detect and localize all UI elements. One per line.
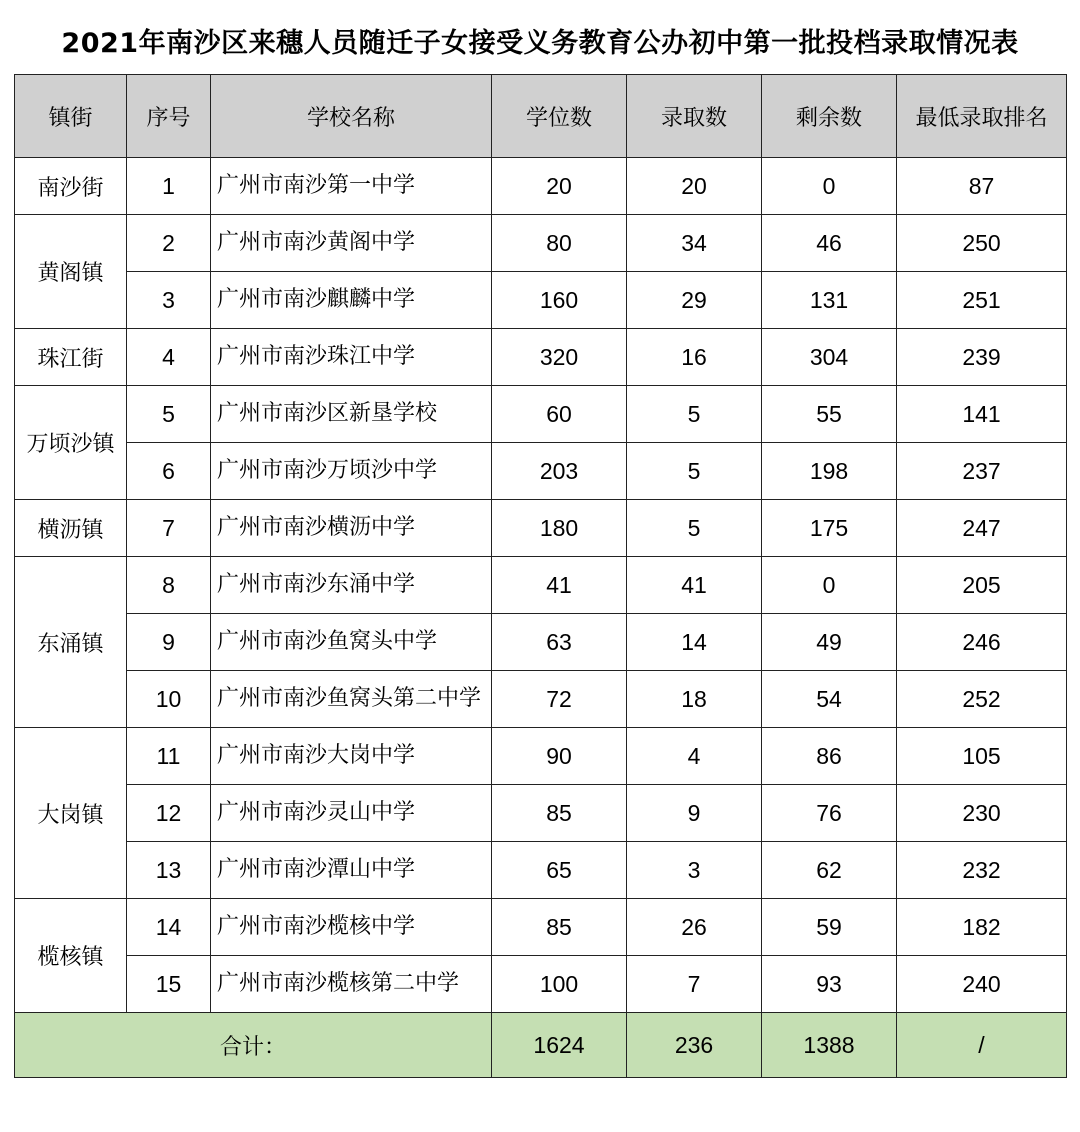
school-name-cell: 广州市南沙灵山中学 bbox=[211, 785, 492, 842]
remaining-cell: 86 bbox=[762, 728, 897, 785]
header-min-rank: 最低录取排名 bbox=[897, 75, 1067, 158]
admitted-cell: 41 bbox=[627, 557, 762, 614]
number-cell: 1 bbox=[127, 158, 211, 215]
table-row bbox=[15, 386, 1067, 443]
remaining-cell: 198 bbox=[762, 443, 897, 500]
school-name-cell: 广州市南沙潭山中学 bbox=[211, 842, 492, 899]
header-admitted: 录取数 bbox=[627, 75, 762, 158]
remaining-cell: 59 bbox=[762, 899, 897, 956]
seats-cell: 80 bbox=[492, 215, 627, 272]
seats-cell: 41 bbox=[492, 557, 627, 614]
number-cell: 13 bbox=[127, 842, 211, 899]
town-cell: 黄阁镇 bbox=[15, 215, 127, 329]
remaining-cell: 76 bbox=[762, 785, 897, 842]
seats-cell: 63 bbox=[492, 614, 627, 671]
table-row bbox=[15, 785, 1067, 842]
remaining-cell: 0 bbox=[762, 158, 897, 215]
header-remaining: 剩余数 bbox=[762, 75, 897, 158]
remaining-cell: 54 bbox=[762, 671, 897, 728]
table-body bbox=[15, 158, 1067, 1013]
school-name-cell: 广州市南沙大岗中学 bbox=[211, 728, 492, 785]
total-row bbox=[15, 1013, 1067, 1078]
school-name-cell: 广州市南沙榄核第二中学 bbox=[211, 956, 492, 1013]
town-cell: 横沥镇 bbox=[15, 500, 127, 557]
min-rank-cell: 105 bbox=[897, 728, 1067, 785]
header-school: 学校名称 bbox=[211, 75, 492, 158]
table-row bbox=[15, 557, 1067, 614]
number-cell: 6 bbox=[127, 443, 211, 500]
min-rank-cell: 250 bbox=[897, 215, 1067, 272]
admitted-cell: 18 bbox=[627, 671, 762, 728]
table-row bbox=[15, 272, 1067, 329]
number-cell: 8 bbox=[127, 557, 211, 614]
total-seats: 1624 bbox=[492, 1013, 627, 1078]
min-rank-cell: 230 bbox=[897, 785, 1067, 842]
school-name-cell: 广州市南沙万顷沙中学 bbox=[211, 443, 492, 500]
school-name-cell: 广州市南沙麒麟中学 bbox=[211, 272, 492, 329]
seats-cell: 20 bbox=[492, 158, 627, 215]
number-cell: 14 bbox=[127, 899, 211, 956]
min-rank-cell: 182 bbox=[897, 899, 1067, 956]
min-rank-cell: 205 bbox=[897, 557, 1067, 614]
school-name-cell: 广州市南沙区新垦学校 bbox=[211, 386, 492, 443]
header-seats: 学位数 bbox=[492, 75, 627, 158]
school-name-cell: 广州市南沙鱼窝头中学 bbox=[211, 614, 492, 671]
number-cell: 5 bbox=[127, 386, 211, 443]
admission-table bbox=[14, 74, 1067, 1078]
school-name-cell: 广州市南沙鱼窝头第二中学 bbox=[211, 671, 492, 728]
admitted-cell: 5 bbox=[627, 386, 762, 443]
seats-cell: 203 bbox=[492, 443, 627, 500]
min-rank-cell: 237 bbox=[897, 443, 1067, 500]
min-rank-cell: 252 bbox=[897, 671, 1067, 728]
admitted-cell: 14 bbox=[627, 614, 762, 671]
school-name-cell: 广州市南沙榄核中学 bbox=[211, 899, 492, 956]
remaining-cell: 55 bbox=[762, 386, 897, 443]
min-rank-cell: 240 bbox=[897, 956, 1067, 1013]
town-cell: 榄核镇 bbox=[15, 899, 127, 1013]
admitted-cell: 5 bbox=[627, 443, 762, 500]
seats-cell: 85 bbox=[492, 785, 627, 842]
remaining-cell: 46 bbox=[762, 215, 897, 272]
admitted-cell: 4 bbox=[627, 728, 762, 785]
number-cell: 7 bbox=[127, 500, 211, 557]
min-rank-cell: 239 bbox=[897, 329, 1067, 386]
admitted-cell: 5 bbox=[627, 500, 762, 557]
total-min-rank: / bbox=[897, 1013, 1067, 1078]
min-rank-cell: 141 bbox=[897, 386, 1067, 443]
number-cell: 3 bbox=[127, 272, 211, 329]
remaining-cell: 93 bbox=[762, 956, 897, 1013]
number-cell: 15 bbox=[127, 956, 211, 1013]
table-row bbox=[15, 614, 1067, 671]
school-name-cell: 广州市南沙第一中学 bbox=[211, 158, 492, 215]
town-cell: 珠江街 bbox=[15, 329, 127, 386]
seats-cell: 72 bbox=[492, 671, 627, 728]
min-rank-cell: 87 bbox=[897, 158, 1067, 215]
town-cell: 东涌镇 bbox=[15, 557, 127, 728]
total-admitted: 236 bbox=[627, 1013, 762, 1078]
remaining-cell: 62 bbox=[762, 842, 897, 899]
remaining-cell: 304 bbox=[762, 329, 897, 386]
town-cell: 万顷沙镇 bbox=[15, 386, 127, 500]
number-cell: 10 bbox=[127, 671, 211, 728]
seats-cell: 85 bbox=[492, 899, 627, 956]
town-cell: 大岗镇 bbox=[15, 728, 127, 899]
number-cell: 2 bbox=[127, 215, 211, 272]
min-rank-cell: 251 bbox=[897, 272, 1067, 329]
header-town: 镇街 bbox=[15, 75, 127, 158]
school-name-cell: 广州市南沙横沥中学 bbox=[211, 500, 492, 557]
header-number: 序号 bbox=[127, 75, 211, 158]
table-row bbox=[15, 728, 1067, 785]
admitted-cell: 9 bbox=[627, 785, 762, 842]
admitted-cell: 26 bbox=[627, 899, 762, 956]
seats-cell: 60 bbox=[492, 386, 627, 443]
remaining-cell: 175 bbox=[762, 500, 897, 557]
table-row bbox=[15, 329, 1067, 386]
table-row bbox=[15, 671, 1067, 728]
remaining-cell: 131 bbox=[762, 272, 897, 329]
header-row bbox=[15, 75, 1067, 158]
admitted-cell: 16 bbox=[627, 329, 762, 386]
admitted-cell: 20 bbox=[627, 158, 762, 215]
table-row bbox=[15, 500, 1067, 557]
admitted-cell: 3 bbox=[627, 842, 762, 899]
remaining-cell: 0 bbox=[762, 557, 897, 614]
min-rank-cell: 247 bbox=[897, 500, 1067, 557]
town-cell: 南沙街 bbox=[15, 158, 127, 215]
admitted-cell: 7 bbox=[627, 956, 762, 1013]
number-cell: 4 bbox=[127, 329, 211, 386]
school-name-cell: 广州市南沙黄阁中学 bbox=[211, 215, 492, 272]
seats-cell: 100 bbox=[492, 956, 627, 1013]
admitted-cell: 29 bbox=[627, 272, 762, 329]
number-cell: 9 bbox=[127, 614, 211, 671]
table-row bbox=[15, 158, 1067, 215]
min-rank-cell: 232 bbox=[897, 842, 1067, 899]
total-remaining: 1388 bbox=[762, 1013, 897, 1078]
school-name-cell: 广州市南沙珠江中学 bbox=[211, 329, 492, 386]
number-cell: 12 bbox=[127, 785, 211, 842]
seats-cell: 320 bbox=[492, 329, 627, 386]
table-row bbox=[15, 842, 1067, 899]
table-row bbox=[15, 956, 1067, 1013]
table-row bbox=[15, 215, 1067, 272]
total-label: 合计： bbox=[15, 1013, 492, 1078]
seats-cell: 180 bbox=[492, 500, 627, 557]
seats-cell: 160 bbox=[492, 272, 627, 329]
min-rank-cell: 246 bbox=[897, 614, 1067, 671]
table-row bbox=[15, 443, 1067, 500]
seats-cell: 90 bbox=[492, 728, 627, 785]
page-title: 2021年南沙区来穗人员随迁子女接受义务教育公办初中第一批投档录取情况表 bbox=[61, 28, 1019, 59]
school-name-cell: 广州市南沙东涌中学 bbox=[211, 557, 492, 614]
admitted-cell: 34 bbox=[627, 215, 762, 272]
seats-cell: 65 bbox=[492, 842, 627, 899]
remaining-cell: 49 bbox=[762, 614, 897, 671]
number-cell: 11 bbox=[127, 728, 211, 785]
table-row bbox=[15, 899, 1067, 956]
